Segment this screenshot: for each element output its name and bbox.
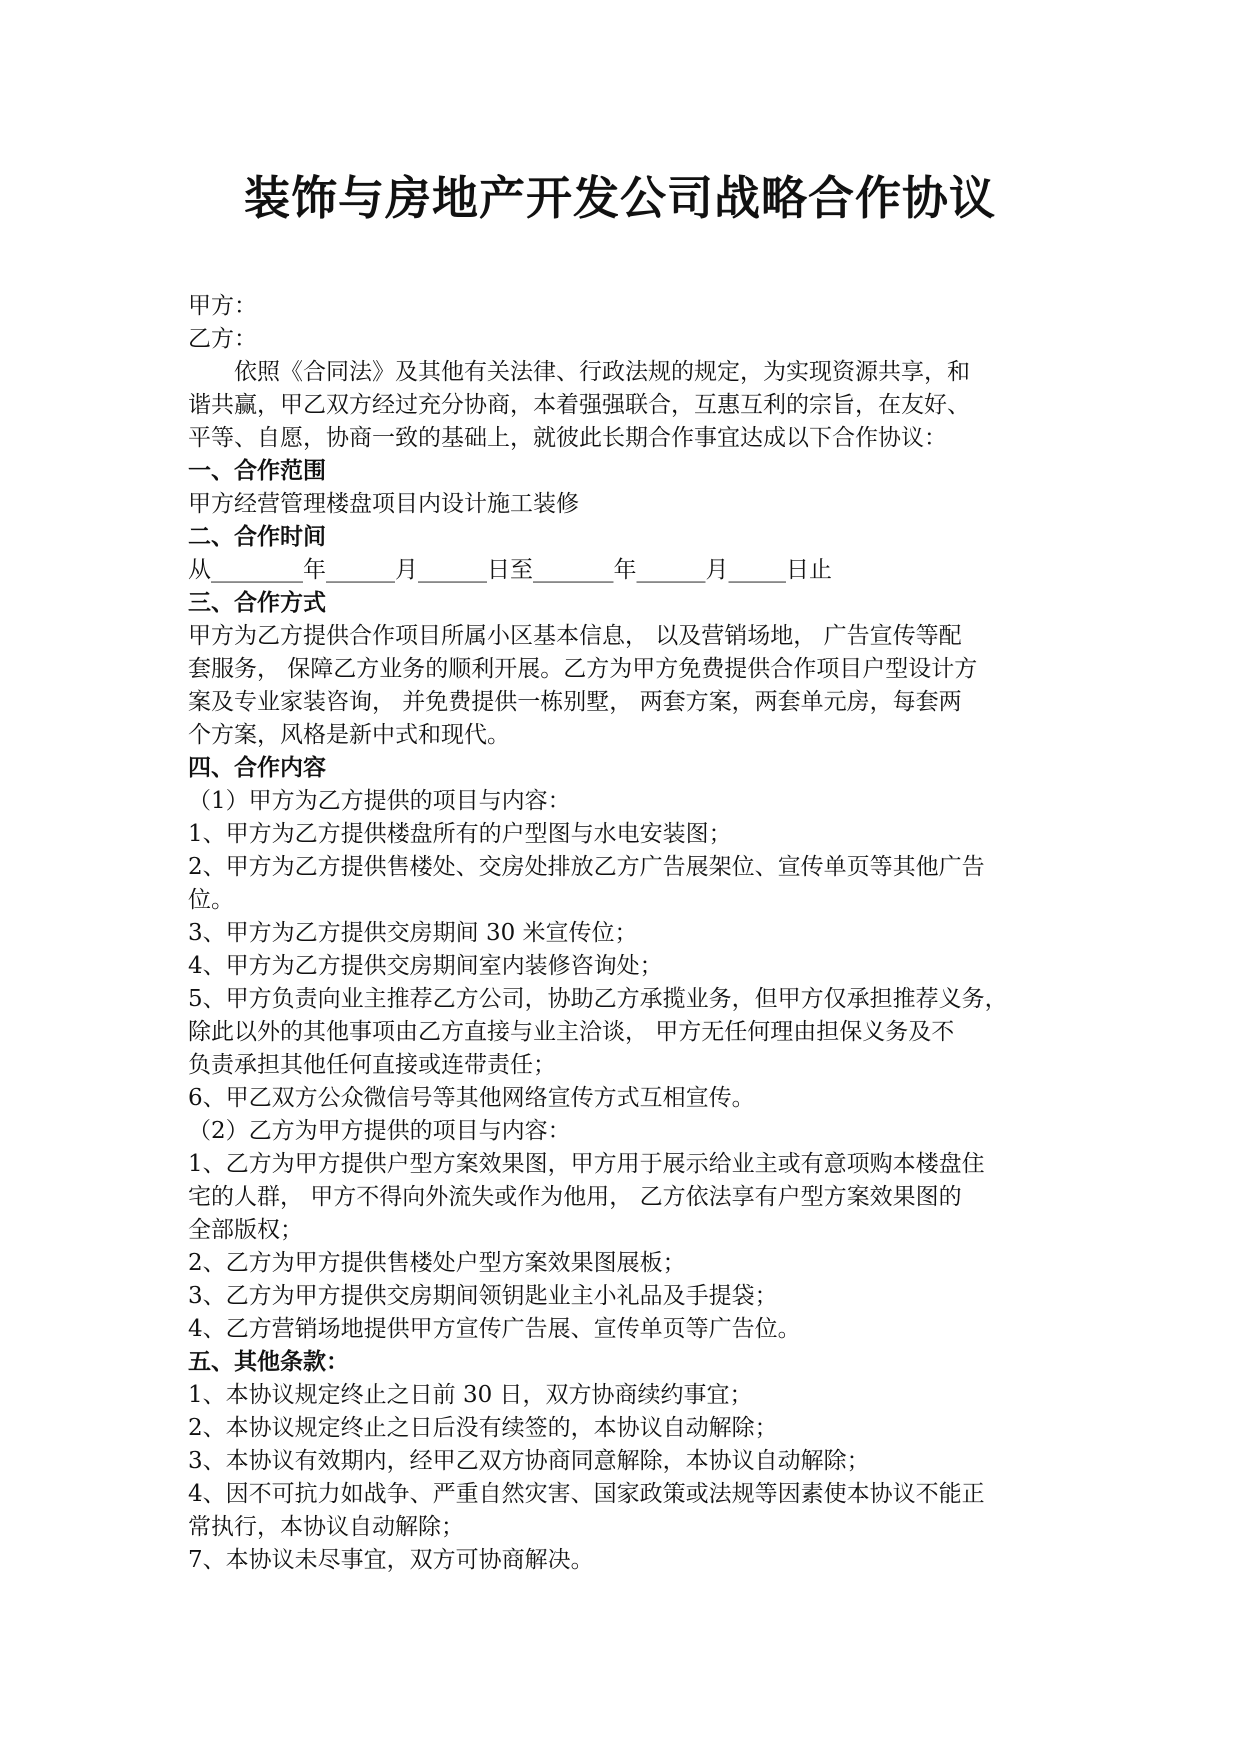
party-a-label: 甲方： [188,293,257,319]
party-b-label: 乙方： [188,326,257,352]
list-item: 4、因不可抗力如战争、严重自然灾害、国家政策或法规等因素使本协议不能正 [188,1481,985,1507]
list-item: 3、本协议有效期内，经甲乙双方协商同意解除，本协议自动解除； [188,1448,870,1474]
list-item: 5、甲方负责向业主推荐乙方公司，协助乙方承揽业务，但甲方仅承担推荐义务， [188,986,1008,1012]
subsection-heading: （1）甲方为乙方提供的项目与内容： [188,788,571,814]
section-line: 套服务， 保障乙方业务的顺利开展。乙方为甲方免费提供合作项目户型设计方 [188,656,978,682]
section-heading: 三、合作方式 [188,590,326,616]
intro-line: 平等、自愿，协商一致的基础上，就彼此长期合作事宜达成以下合作协议： [188,425,947,451]
list-item: 3、甲方为乙方提供交房期间 30 米宣传位； [188,920,638,946]
section-heading: 一、合作范围 [188,458,326,484]
list-item: 负责承担其他任何直接或连带责任； [188,1052,556,1078]
list-item: 宅的人群， 甲方不得向外流失或作为他用， 乙方依法享有户型方案效果图的 [188,1184,962,1210]
list-item: 4、甲方为乙方提供交房期间室内装修咨询处； [188,953,663,979]
list-item: 4、乙方营销场地提供甲方宣传广告展、宣传单页等广告位。 [188,1316,801,1342]
document-title: 装饰与房地产开发公司战略合作协议 [244,171,996,225]
section-line: 案及专业家装咨询， 并免费提供一栋别墅， 两套方案，两套单元房，每套两 [188,689,962,715]
list-item: 1、甲方为乙方提供楼盘所有的户型图与水电安装图； [188,821,732,847]
section-heading: 四、合作内容 [188,755,326,781]
intro-line: 谐共赢，甲乙双方经过充分协商，本着强强联合，互惠互利的宗旨，在友好、 [188,392,970,418]
list-item: 除此以外的其他事项由乙方直接与业主洽谈， 甲方无任何理由担保义务及不 [188,1019,955,1045]
subsection-heading: （2）乙方为甲方提供的项目与内容： [188,1118,571,1144]
list-item: 6、甲乙双方公众微信号等其他网络宣传方式互相宣传。 [188,1085,755,1111]
list-item: 常执行，本协议自动解除； [188,1514,464,1540]
list-item: 2、乙方为甲方提供售楼处户型方案效果图展板； [188,1250,686,1276]
intro-paragraph [188,356,1078,455]
list-item: 位。 [188,887,234,913]
date-range-line: 从________年______月______日至_______年______月_____日止 [188,557,832,583]
section-time [188,521,1078,587]
list-item: 7、本协议未尽事宜，双方可协商解决。 [188,1547,594,1573]
section-heading: 二、合作时间 [188,524,326,550]
document-body [188,290,1078,1577]
section-heading: 五、其他条款： [188,1349,349,1375]
list-item: 2、本协议规定终止之日后没有续签的，本协议自动解除； [188,1415,778,1441]
list-item: 1、乙方为甲方提供户型方案效果图，甲方用于展示给业主或有意项购本楼盘住 [188,1151,985,1177]
section-line: 个方案，风格是新中式和现代。 [188,722,510,748]
list-item: 2、甲方为乙方提供售楼处、交房处排放乙方广告展架位、宣传单页等其他广告 [188,854,985,880]
section-other [188,1346,1078,1577]
list-item: 全部版权； [188,1217,303,1243]
section-line: 甲方为乙方提供合作项目所属小区基本信息， 以及营销场地， 广告宣传等配 [188,623,962,649]
section-line: 甲方经营管理楼盘项目内设计施工装修 [188,491,579,517]
list-item: 1、本协议规定终止之日前 30 日，双方协商续约事宜； [188,1382,753,1408]
section-scope [188,455,1078,521]
section-content [188,752,1078,1346]
intro-line: 依照《合同法》及其他有关法律、行政法规的规定，为实现资源共享，和 [234,359,970,385]
section-method [188,587,1078,752]
list-item: 3、乙方为甲方提供交房期间领钥匙业主小礼品及手提袋； [188,1283,778,1309]
